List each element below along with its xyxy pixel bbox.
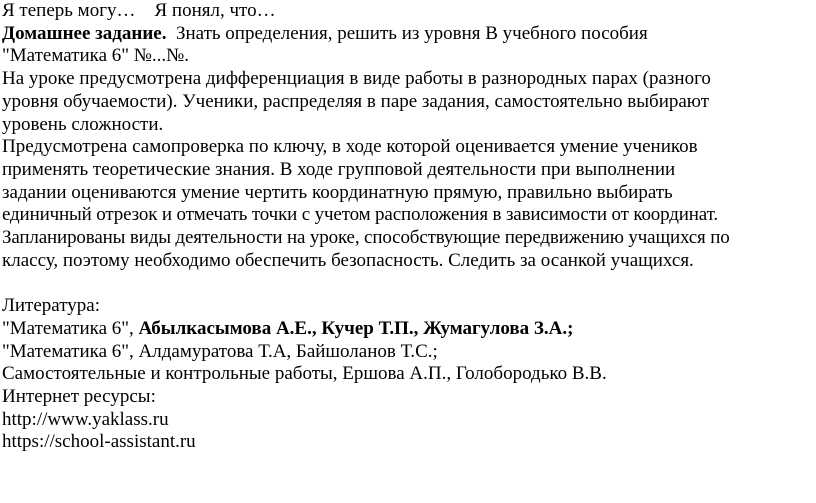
link-school-assistant[interactable]: https://school-assistant.ru [2,431,196,453]
intro-can-text: Я теперь могу… [2,0,136,21]
link-yaklass[interactable]: http://www.yaklass.ru [2,408,169,430]
homework-label: Домашнее задание. [2,22,167,44]
literature-item-1-authors: Абылкасымова А.Е., Кучер Т.П., Жумагулова З.А.; [138,317,574,339]
literature-item-1-title: "Математика 6", [2,317,139,339]
homework-textbook-line: "Математика 6" №...№. [2,45,190,67]
paragraph-1-line-3: уровень сложности. [2,113,164,135]
document-page [2,0,814,454]
paragraph-2-line-2: применять теоретические знания. В ходе групповой деятельности при выполнении [2,158,676,180]
internet-resources-heading: Интернет ресурсы: [2,385,156,407]
paragraph-2-line-4: единичный отрезок и отмечать точки с учетом расположения в зависимости от координат. [2,204,718,226]
paragraph-2-line-3: задании оцениваются умение чертить координатную прямую, правильно выбирать [2,181,673,203]
literature-heading: Литература: [2,295,100,317]
literature-item-1 [2,318,814,341]
paragraph-2-line-5: Запланированы виды деятельности на уроке, способствующие передвижению учащихся по [2,227,730,249]
intro-line [2,0,814,23]
paragraph-1-line-2: уровня обучаемости). Ученики, распределяя в паре задания, самостоятельно выбирают [2,90,710,112]
paragraph-2-line-6: классу, поэтому необходимо обеспечить безопасность. Следить за осанкой учащихся. [2,249,694,271]
paragraph-2-line-1: Предусмотрена самопроверка по ключу, в ходе которой оценивается умение учеников [2,136,698,158]
blank-line [2,272,814,295]
homework-line [2,23,814,46]
literature-item-2: "Математика 6", Алдамуратова Т.А, Байшоланов Т.С.; [2,340,438,362]
homework-text: Знать определения, решить из уровня B учебного пособия [175,22,648,44]
intro-understood-text: Я понял, что… [154,0,276,21]
paragraph-1-line-1: На уроке предусмотрена дифференциация в виде работы в разнородных парах (разного [2,68,711,90]
literature-item-3: Самостоятельные и контрольные работы, Ершова А.П., Голобородько В.В. [2,363,607,385]
